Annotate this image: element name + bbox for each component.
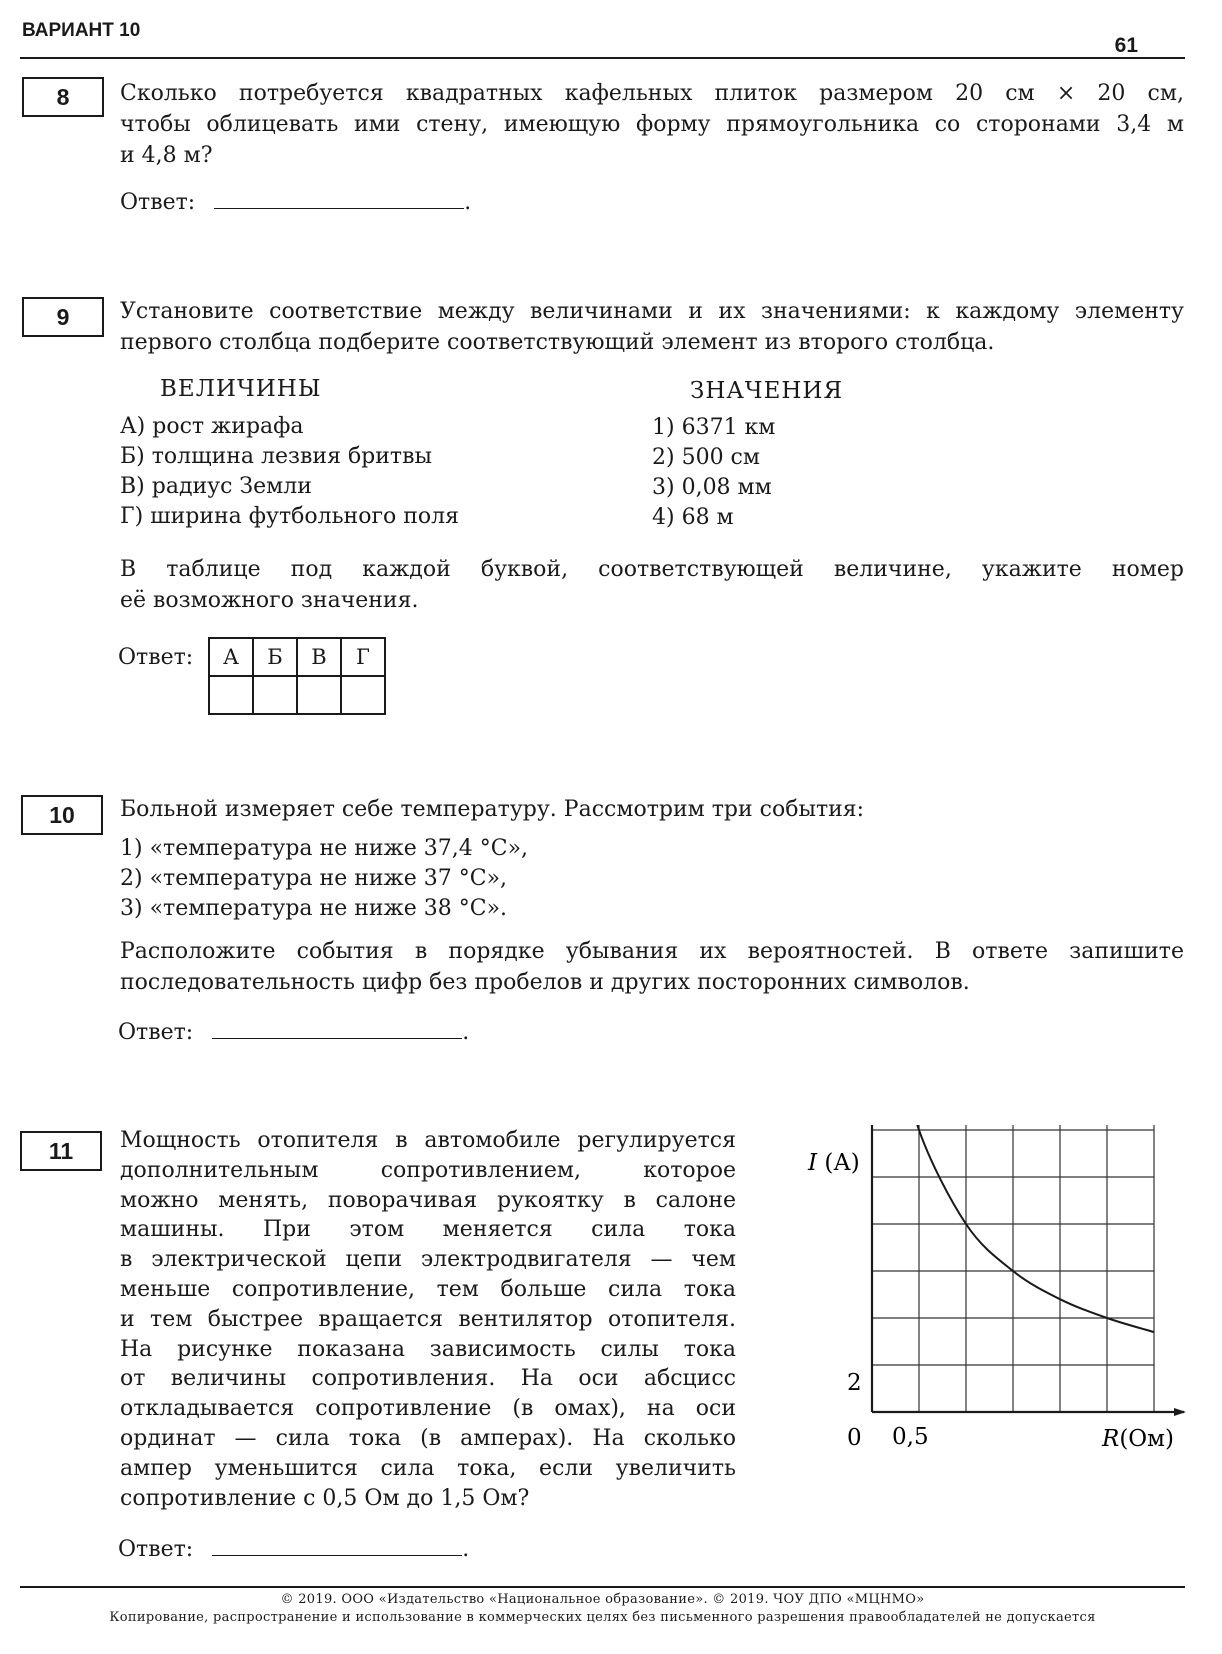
x-axis-arrow	[1174, 1408, 1186, 1416]
question-11-line: откладывается сопротивление (в омах), на оси	[120, 1396, 736, 1422]
question-11-line: На рисунке показана зависимость силы тока	[120, 1336, 736, 1362]
values-list	[652, 413, 775, 533]
origin-label: 0	[847, 1425, 862, 1451]
question-11-answer: Ответ: .	[118, 1533, 469, 1565]
answer-cell[interactable]	[209, 676, 253, 714]
answer-table-header: В	[297, 638, 341, 676]
footer-divider	[20, 1586, 1185, 1588]
y-tick-label: 2	[847, 1370, 862, 1396]
question-11-line: сопротивление с 0,5 Ом до 1,5 Ом?	[120, 1485, 530, 1511]
quantities-heading: ВЕЛИЧИНЫ	[160, 376, 322, 402]
answer-label: Ответ:	[120, 190, 196, 215]
question-8-line: Сколько потребуется квадратных кафельных плиток размером 20 см × 20 см,	[120, 81, 1184, 106]
answer-label: Ответ:	[118, 1020, 194, 1045]
y-axis-label: I (А)	[808, 1150, 860, 1176]
answer-input-line[interactable]	[212, 1533, 462, 1556]
value-item: 3) 0,08 мм	[652, 475, 772, 500]
answer-table	[208, 637, 386, 715]
question-8-line: и 4,8 м?	[120, 143, 213, 168]
question-9-line: Установите соответствие между величинами и их значениями: к каждому элементу	[120, 299, 1184, 324]
value-item: 1) 6371 км	[652, 415, 776, 440]
question-11-line: дополнительным сопротивлением, которое	[120, 1157, 736, 1183]
page-number: 61	[1114, 34, 1138, 57]
question-10-intro: Больной измеряет себе температуру. Рассмотрим три события:	[120, 797, 865, 822]
event-item: 1) «температура не ниже 37,4 °С»,	[120, 836, 529, 861]
question-11-line: ординат — сила тока (в амперах). На сколько	[120, 1425, 736, 1451]
answer-table-header: Г	[341, 638, 385, 676]
question-8-text	[120, 78, 1184, 171]
question-11-line: в электрической цепи электродвигателя — чем	[120, 1247, 736, 1273]
question-8-number: 8	[22, 77, 104, 117]
quantity-item: А) рост жирафа	[120, 414, 304, 439]
question-11-line: и тем быстрее вращается вентилятор отопителя.	[120, 1306, 736, 1332]
events-list	[120, 834, 528, 924]
values-heading: ЗНАЧЕНИЯ	[690, 378, 844, 404]
variant-title: ВАРИАНТ 10	[22, 20, 141, 41]
instruction-line: её возможного значения.	[120, 588, 419, 613]
question-10-instruction	[120, 936, 1184, 998]
current-resistance-chart	[790, 1125, 1190, 1465]
answer-table-header: Б	[253, 638, 297, 676]
question-11-text	[120, 1126, 736, 1513]
question-11-line: ампер уменьшится сила тока, если увеличить	[120, 1455, 736, 1481]
answer-cell[interactable]	[341, 676, 385, 714]
question-9-text	[120, 296, 1184, 358]
header-divider	[20, 57, 1185, 59]
footer-copyright: © 2019. ООО «Издательство «Национальное образование». © 2019. ЧОУ ДПО «МЦНМО»	[280, 1592, 925, 1607]
answer-label: Ответ:	[118, 645, 194, 670]
answer-input-line[interactable]	[212, 1016, 462, 1039]
question-11-line: Мощность отопителя в автомобиле регулируется	[120, 1128, 736, 1153]
chart-series-curve	[900, 1125, 1154, 1332]
instruction-line: последовательность цифр без пробелов и других посторонних символов.	[120, 970, 970, 995]
quantity-item: В) радиус Земли	[120, 474, 312, 499]
instruction-line: В таблице под каждой буквой, соответствующей величине, укажите номер	[120, 557, 1184, 582]
answer-label: Ответ:	[118, 1537, 194, 1562]
answer-cell[interactable]	[253, 676, 297, 714]
x-tick-label: 0,5	[892, 1424, 929, 1450]
value-item: 4) 68 м	[652, 505, 734, 530]
question-9-instruction	[120, 554, 1184, 616]
quantity-item: Б) толщина лезвия бритвы	[120, 444, 432, 469]
question-10-number: 10	[21, 795, 103, 835]
answer-input-line[interactable]	[214, 186, 464, 209]
question-8-line: чтобы облицевать ими стену, имеющую форму прямоугольника со сторонами 3,4 м	[120, 112, 1184, 137]
question-9-line: первого столбца подберите соответствующий элемент из второго столбца.	[120, 330, 995, 355]
question-8-answer: Ответ: .	[120, 186, 471, 218]
answer-cell[interactable]	[297, 676, 341, 714]
chart-grid	[872, 1125, 1154, 1412]
question-11-line: меньше сопротивление, тем больше сила тока	[120, 1276, 736, 1302]
event-item: 3) «температура не ниже 38 °С».	[120, 896, 508, 921]
value-item: 2) 500 см	[652, 445, 760, 470]
question-11-line: можно менять, поворачивая рукоятку в салоне	[120, 1187, 736, 1213]
question-11-line: от величины сопротивления. На оси абсцисс	[120, 1366, 736, 1392]
question-10-answer: Ответ: .	[118, 1016, 469, 1048]
question-11-line: машины. При этом меняется сила тока	[120, 1217, 736, 1243]
answer-table-header: А	[209, 638, 253, 676]
quantity-item: Г) ширина футбольного поля	[120, 504, 459, 529]
event-item: 2) «температура не ниже 37 °С»,	[120, 866, 508, 891]
x-axis-label: R(Ом)	[1102, 1426, 1175, 1452]
question-11-number: 11	[20, 1131, 102, 1171]
footer-notice: Копирование, распространение и использование в коммерческих целях без письменного разрешения правообладателей не допускается	[109, 1610, 1096, 1625]
question-9-number: 9	[22, 297, 104, 337]
quantities-list	[120, 412, 459, 532]
instruction-line: Расположите события в порядке убывания их вероятностей. В ответе запишите	[120, 939, 1184, 964]
